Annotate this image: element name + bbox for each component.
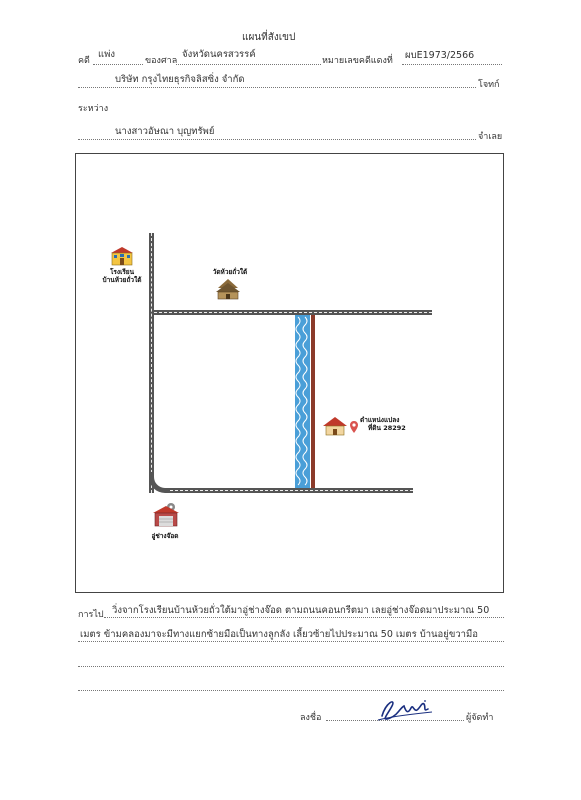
school-label-line1: โรงเรียน [109, 268, 135, 276]
signature-label: ลงชื่อ [300, 713, 322, 723]
defendant-role: จำเลย [478, 132, 503, 142]
redcase-line [402, 64, 502, 65]
case-type-value: แพ่ง [98, 49, 116, 60]
location-pin-icon [349, 420, 359, 434]
plot-label-line2: ที่ดิน 28292 [368, 424, 406, 433]
directions-line-3 [78, 666, 504, 667]
signature-mark [376, 694, 434, 724]
redcase-number-value: ผบE1973/2566 [405, 50, 475, 61]
river [295, 315, 317, 488]
defendant-line [78, 139, 476, 140]
house-icon [322, 416, 348, 436]
garage-icon [151, 502, 181, 528]
road-top [154, 310, 432, 315]
temple-label: วัดห้วยถั่วใต้ [212, 268, 248, 276]
page-title: แผนที่สังเขป [242, 32, 296, 43]
directions-text-1: วิ่งจากโรงเรียนบ้านห้วยถั่วใต้มาอู่ช่างจ๊อด ตามถนนคอนกรีตมา เลยอู่ช่างจ๊อดมาประมาณ 50 [112, 605, 490, 616]
garage-label: อู่ช่างจ๊อด [151, 532, 179, 540]
plaintiff-role: โจทก์ [478, 80, 500, 90]
road-bottom [170, 488, 413, 493]
temple-icon [214, 278, 242, 300]
defendant-value: นางสาวอัษณา บุญทรัพย์ [115, 126, 215, 137]
directions-text-2: เมตร ข้ามคลองมาจะมีทางแยกซ้ายมือเป็นทางลูกลัง เลี้ยวซ้ายไปประมาณ 50 เมตร บ้านอยู่ขวามือ [80, 629, 478, 640]
court-name-value: จังหวัดนครสวรรค์ [182, 49, 256, 60]
school-icon [109, 246, 135, 266]
school-label-line2: บ้านห้วยถั่วใต้ [102, 276, 142, 285]
directions-label: การไป [78, 610, 104, 620]
plaintiff-line [78, 87, 476, 88]
court-label: ของศาล [145, 56, 178, 66]
court-line [176, 64, 321, 65]
sketch-map [75, 153, 504, 593]
plaintiff-value: บริษัท กรุงไทยธุรกิจลิสซิ่ง จำกัด [115, 74, 245, 85]
between-label: ระหว่าง [78, 104, 109, 114]
directions-line-4 [78, 690, 504, 691]
case-label: คดี [78, 56, 90, 66]
plot-label [360, 416, 406, 433]
school-label [94, 268, 150, 285]
signature-role: ผู้จัดทำ [466, 713, 494, 723]
plot-label-line1: ตำแหน่งแปลง [360, 416, 400, 424]
case-type-line [93, 64, 143, 65]
redcase-label: หมายเลขคดีแดงที่ [322, 56, 393, 66]
